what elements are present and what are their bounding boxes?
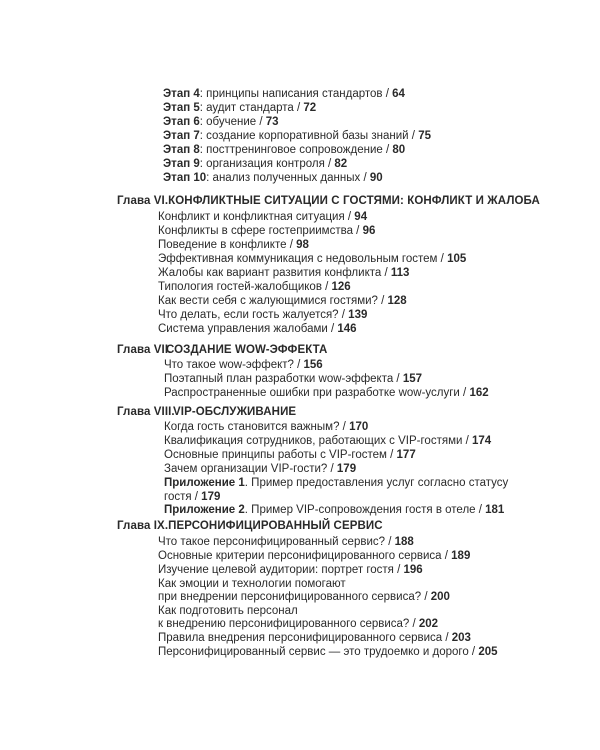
entry-text: : обучение / xyxy=(199,116,266,128)
toc-entry-stage-4 xyxy=(163,87,405,101)
entry-prefix: Этап 6 xyxy=(163,116,200,128)
entry-text: Персонифицированный сервис — это трудоемко и дорого / xyxy=(158,646,479,658)
entry-page: 200 xyxy=(430,591,450,603)
entry-text-line2: при внедрении персонифицированного сервиса? / xyxy=(158,591,431,603)
entry-page: 181 xyxy=(485,504,505,516)
chapter-heading-vii xyxy=(117,343,327,357)
toc-entry xyxy=(158,308,367,322)
entry-prefix: Приложение 1 xyxy=(164,477,245,489)
toc-entry xyxy=(158,294,407,308)
entry-page: 72 xyxy=(303,102,317,114)
toc-entry xyxy=(164,420,368,434)
chapter-label: Глава IX. xyxy=(117,520,169,532)
entry-page: 179 xyxy=(201,491,221,503)
entry-text: Конфликт и конфликтная ситуация / xyxy=(158,211,355,223)
toc-entry-stage-7 xyxy=(163,129,431,143)
entry-text: . Пример VIP-сопровождения гостя в отеле / xyxy=(244,504,486,516)
entry-page: 82 xyxy=(334,158,348,170)
toc-entry-appendix-1-cont xyxy=(164,490,220,504)
entry-page: 105 xyxy=(447,253,467,265)
toc-entry xyxy=(158,322,357,336)
toc-entry xyxy=(164,358,323,372)
toc-entry xyxy=(164,462,356,476)
entry-text: Как подготовить персонал xyxy=(158,605,298,617)
entry-text: Эффективная коммуникация с недовольным гостем / xyxy=(158,253,448,265)
toc-entry-stage-9 xyxy=(163,157,347,171)
entry-text: Поэтапный план разработки wow-эффекта / xyxy=(164,373,403,385)
entry-page: 75 xyxy=(418,130,431,142)
toc-entry-stage-8 xyxy=(163,143,405,157)
chapter-title: КОНФЛИКТНЫЕ СИТУАЦИИ С ГОСТЯМИ: КОНФЛИКТ И ЖАЛОБА xyxy=(168,195,540,207)
toc-entry xyxy=(158,252,466,266)
entry-page: 196 xyxy=(403,564,423,576)
entry-text: Зачем организации VIP-гости? / xyxy=(164,463,337,475)
entry-page: 179 xyxy=(336,463,357,475)
entry-text: : принципы написания стандартов / xyxy=(199,88,393,100)
entry-text: Правила внедрения персонифицированного сервиса / xyxy=(158,632,452,644)
entry-text: . Пример предоставления услуг согласно статусу xyxy=(244,477,509,489)
toc-entry xyxy=(158,549,470,563)
chapter-heading-ix xyxy=(117,519,383,533)
toc-entry-appendix-2 xyxy=(164,503,504,517)
toc-entry xyxy=(164,434,491,448)
entry-page: 64 xyxy=(392,88,405,100)
chapter-label: Глава VII. xyxy=(117,344,172,356)
entry-page: 156 xyxy=(303,359,323,371)
toc-entry xyxy=(158,238,309,252)
chapter-heading-vi xyxy=(117,194,540,208)
toc-entry xyxy=(158,266,409,280)
entry-text: : аудит стандарта / xyxy=(199,102,304,114)
entry-page: 203 xyxy=(451,632,471,644)
toc-entry xyxy=(164,372,422,386)
chapter-label: Глава VI. xyxy=(117,195,169,207)
entry-page: 126 xyxy=(331,281,351,293)
entry-page: 94 xyxy=(354,211,368,223)
toc-entry xyxy=(158,604,298,618)
entry-prefix: Этап 10 xyxy=(163,172,207,184)
entry-text: Поведение в конфликте / xyxy=(158,239,297,251)
entry-text: Изучение целевой аудитории: портрет гостя / xyxy=(158,564,404,576)
entry-text: Конфликты в сфере гостеприимства / xyxy=(158,225,363,237)
entry-text: Когда гость становится важным? / xyxy=(164,421,350,433)
entry-text: : анализ полученных данных / xyxy=(206,172,370,184)
toc-entry-stage-6 xyxy=(163,115,279,129)
entry-prefix: Этап 5 xyxy=(163,102,200,114)
entry-page: 113 xyxy=(390,267,410,279)
entry-prefix: Этап 8 xyxy=(163,144,200,156)
entry-page: 188 xyxy=(394,536,414,548)
toc-entry xyxy=(158,535,414,549)
chapter-title: СОЗДАНИЕ WOW-ЭФФЕКТА xyxy=(166,344,328,356)
toc-entry xyxy=(158,280,351,294)
entry-page: 98 xyxy=(296,239,309,251)
chapter-label: Глава VIII. xyxy=(117,406,175,418)
entry-page: 162 xyxy=(469,387,489,399)
entry-page: 80 xyxy=(392,144,406,156)
entry-text: Как эмоции и технологии помогают xyxy=(158,578,346,590)
entry-text-line2: гостя / xyxy=(164,491,202,503)
toc-entry xyxy=(158,645,498,659)
chapter-heading-viii xyxy=(117,405,296,419)
entry-prefix: Этап 7 xyxy=(163,130,200,142)
entry-text-line2: к внедрению персонифицированного сервиса? / xyxy=(158,618,419,630)
entry-page: 205 xyxy=(478,646,498,658)
entry-text: : создание корпоративной базы знаний / xyxy=(199,130,419,142)
toc-entry xyxy=(158,631,471,645)
entry-prefix: Этап 9 xyxy=(163,158,200,170)
entry-text: Что такое wow-эффект? / xyxy=(164,359,304,371)
entry-text: Что такое персонифицированный сервис? / xyxy=(158,536,395,548)
entry-text: : посттренинговое сопровождение / xyxy=(199,144,393,156)
entry-page: 139 xyxy=(348,309,368,321)
entry-text: : организация контроля / xyxy=(199,158,335,170)
toc-entry-cont xyxy=(158,590,450,604)
entry-page: 170 xyxy=(349,421,369,433)
entry-text: Распространенные ошибки при разработке wow-услуги / xyxy=(164,387,470,399)
entry-page: 128 xyxy=(387,295,407,307)
toc-entry xyxy=(164,386,489,400)
entry-page: 90 xyxy=(369,172,383,184)
toc-entry xyxy=(158,210,367,224)
toc-entry-appendix-1 xyxy=(164,476,508,490)
toc-entry xyxy=(158,563,423,577)
entry-page: 73 xyxy=(265,116,279,128)
entry-text: Основные принципы работы с VIP-гостем / xyxy=(164,449,397,461)
entry-page: 189 xyxy=(451,550,471,562)
entry-text: Жалобы как вариант развития конфликта / xyxy=(158,267,391,279)
entry-page: 96 xyxy=(362,225,376,237)
entry-page: 146 xyxy=(337,323,357,335)
toc-entry xyxy=(164,448,416,462)
entry-text: Как вести себя с жалующимися гостями? / xyxy=(158,295,388,307)
entry-text: Что делать, если гость жалуется? / xyxy=(158,309,349,321)
entry-text: Квалификация сотрудников, работающих с VIP-гостями / xyxy=(164,435,472,447)
entry-prefix: Этап 4 xyxy=(163,88,200,100)
entry-text: Система управления жалобами / xyxy=(158,323,338,335)
entry-page: 174 xyxy=(472,435,492,447)
entry-page: 177 xyxy=(396,449,416,461)
toc-entry-cont xyxy=(158,617,438,631)
entry-text: Основные критерии персонифицированного сервиса / xyxy=(158,550,452,562)
chapter-title: ПЕРСОНИФИЦИРОВАННЫЙ СЕРВИС xyxy=(168,520,383,532)
toc-entry-stage-10 xyxy=(163,171,383,185)
toc-entry xyxy=(158,577,346,591)
entry-text: Типология гостей-жалобщиков / xyxy=(158,281,332,293)
toc-entry-stage-5 xyxy=(163,101,316,115)
chapter-title: VIP-ОБСЛУЖИВАНИЕ xyxy=(173,406,297,418)
entry-page: 202 xyxy=(418,618,439,630)
entry-prefix: Приложение 2 xyxy=(164,504,245,516)
toc-entry xyxy=(158,224,375,238)
entry-page: 157 xyxy=(402,373,423,385)
